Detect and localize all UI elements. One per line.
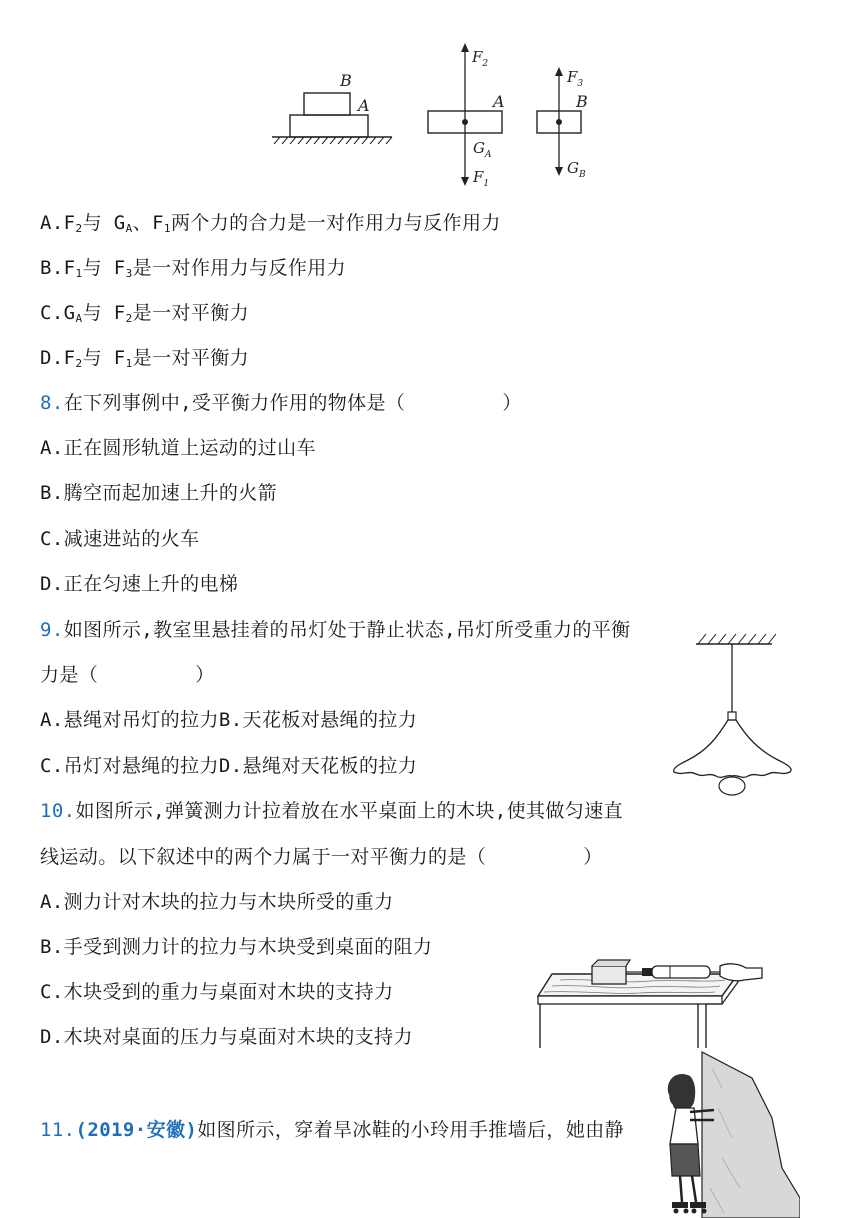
f3-label: $F_3$ xyxy=(567,68,584,89)
q9-options-line2: C.吊灯对悬绳的拉力D.悬绳对天花板的拉力 xyxy=(40,755,418,777)
free-body-b xyxy=(537,67,588,180)
q8-number: 8. xyxy=(40,392,64,414)
ga-label: $G_A$ xyxy=(473,139,492,160)
blocks-on-ground xyxy=(272,71,392,144)
q8-option-d: D.正在匀速上升的电梯 xyxy=(40,573,239,595)
q9-stem-line1: 9.如图所示,教室里悬挂着的吊灯处于静止状态,吊灯所受重力的平衡 xyxy=(40,619,631,641)
q8-option-b: B.腾空而起加速上升的火箭 xyxy=(40,482,278,504)
girl-pushing-wall-figure xyxy=(662,1048,800,1218)
label-b-2: B xyxy=(576,92,588,111)
free-body-a xyxy=(428,43,505,189)
q8-stem: 8.在下列事例中,受平衡力作用的物体是（ ） xyxy=(40,392,522,414)
q10-option-c: C.木块受到的重力与桌面对木块的支持力 xyxy=(40,981,394,1003)
q9-options-line1: A.悬绳对吊灯的拉力B.天花板对悬绳的拉力 xyxy=(40,709,418,731)
force-diagram xyxy=(260,40,610,195)
q9-number: 9. xyxy=(40,619,64,641)
label-b: B xyxy=(340,71,352,90)
gb-label: $G_B$ xyxy=(567,159,586,180)
label-a-2: A xyxy=(493,92,505,111)
q10-option-a: A.测力计对木块的拉力与木块所受的重力 xyxy=(40,891,394,913)
q10-stem-line2: 线运动。以下叙述中的两个力属于一对平衡力的是（ ） xyxy=(40,846,603,868)
q11-source: (2019·安徽) xyxy=(75,1119,198,1141)
q7-option-d: $D.F_2$与 $F_1$是一对平衡力 xyxy=(40,347,250,370)
hanging-lamp-figure xyxy=(668,628,800,800)
q7-option-c: $C.G_A$与 $F_2$是一对平衡力 xyxy=(40,302,250,325)
q11-number: 11. xyxy=(40,1119,76,1141)
spring-scale-table-figure xyxy=(530,954,770,1050)
q8-option-c: C.减速进站的火车 xyxy=(40,528,200,550)
label-a: A xyxy=(358,96,370,115)
q10-number: 10. xyxy=(40,800,76,822)
q9-stem-line2: 力是（ ） xyxy=(40,664,215,686)
f2-label: $F_2$ xyxy=(472,48,489,69)
q8-option-a: A.正在圆形轨道上运动的过山车 xyxy=(40,437,316,459)
q7-option-a: $A.F_2$与 $G_A$、$F_1$两个力的合力是一对作用力与反作用力 xyxy=(40,212,501,235)
f1-label: $F_1$ xyxy=(473,168,490,189)
q10-stem-line1: 10.如图所示,弹簧测力计拉着放在水平桌面上的木块,使其做匀速直 xyxy=(40,800,624,822)
q10-option-d: D.木块对桌面的压力与桌面对木块的支持力 xyxy=(40,1026,413,1048)
q7-option-b: $B.F_1$与 $F_3$是一对作用力与反作用力 xyxy=(40,257,347,280)
q10-option-b: B.手受到测力计的拉力与木块受到桌面的阻力 xyxy=(40,936,433,958)
q11-stem: 11.(2019·安徽)如图所示，穿着旱冰鞋的小玲用手推墙后，她由静 xyxy=(40,1119,625,1141)
